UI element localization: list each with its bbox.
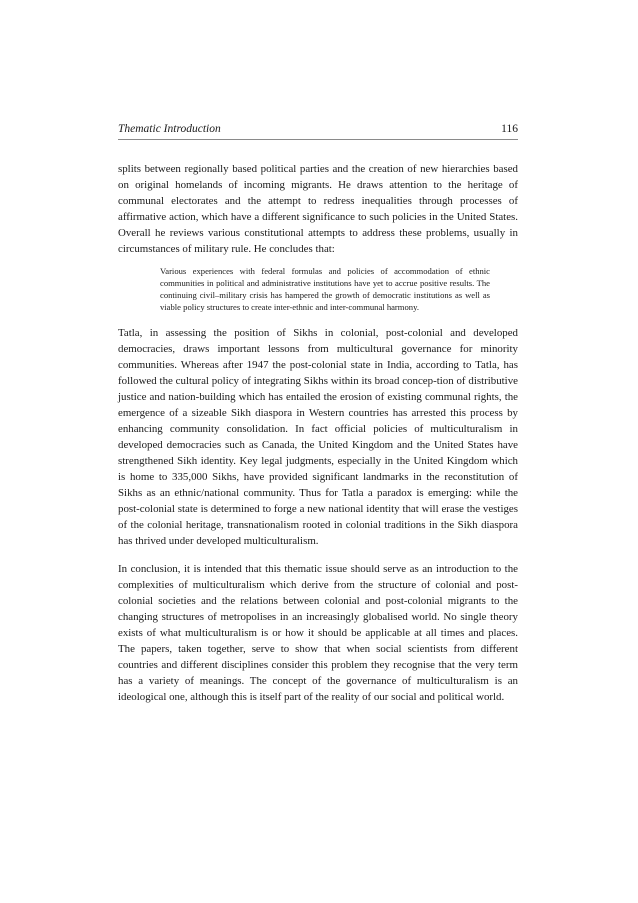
paragraph-1: splits between regionally based political parties and the creation of new hierarchies based on original homelands of incoming migrants. He draws attention to the heritage of communal electorates and the attempt to redress inequalities through processes of affirmative action, which have a different significance to such policies in the United States. Overall he reviews various constitutional attempts to address these problems, usually in circumstances of military rule. He concludes that: — [118, 163, 518, 255]
page — [118, 122, 518, 705]
running-title: Thematic Introduction — [118, 123, 221, 135]
paragraph-3: In conclusion, it is intended that this thematic issue should serve as an introduction to the complexities of multiculturalism which derive from the structure of colonial and post-colonial societies and the relations between colonial and post-colonial migrants to the changing structures of metropolises in an increasingly globalised world. No single theory exists of what multiculturalism is or how it should be applicable at all times and places. The papers, taken together, serve to show that when social scientists from different countries and different disciplines consider this problem they recognise that the very term has a variety of meanings. The concept of the governance of multiculturalism is an ideological one, although this is itself part of the reality of our social and political world. — [118, 563, 518, 703]
paragraph-2: Tatla, in assessing the position of Sikhs in colonial, post-colonial and developed democracies, draws important lessons from multicultural governance for minority communities. Whereas after 1947 the post-colonial state in India, according to Tatla, has followed the cultural policy of integrating Sikhs within its broad concep-tion of distributive justice and nation-building which has entailed the erosion of existing communal rights, the emergence of a sizeable Sikh diaspora in Western countries has arrested this process by enhancing community consolidation. In fact official policies of multiculturalism in developed democracies such as Canada, the United Kingdom and the United States have strengthened Sikh identity. Key legal judgments, especially in the United Kingdom which is home to 335,000 Sikhs, have provided significant landmarks in the reconstitution of Sikhs as an ethnic/national community. Thus for Tatla a paradox is emerging: while the post-colonial state is determined to forge a new national identity that will erase the vestiges of the colonial heritage, transnationalism rooted in colonial traditions in the Sikh diaspora has thrived under developed multiculturalism. — [118, 327, 518, 547]
block-quote: Various experiences with federal formulas and policies of accommodation of ethnic communities in political and administrative institutions have yet to accrue positive results. The continuing civil–military crisis has hampered the growth of democratic institutions as well as viable policy structures to create inter-ethnic and inter-communal harmony. — [160, 266, 490, 312]
page-number: 116 — [501, 123, 518, 135]
running-header — [118, 122, 518, 140]
body-text — [118, 161, 518, 705]
